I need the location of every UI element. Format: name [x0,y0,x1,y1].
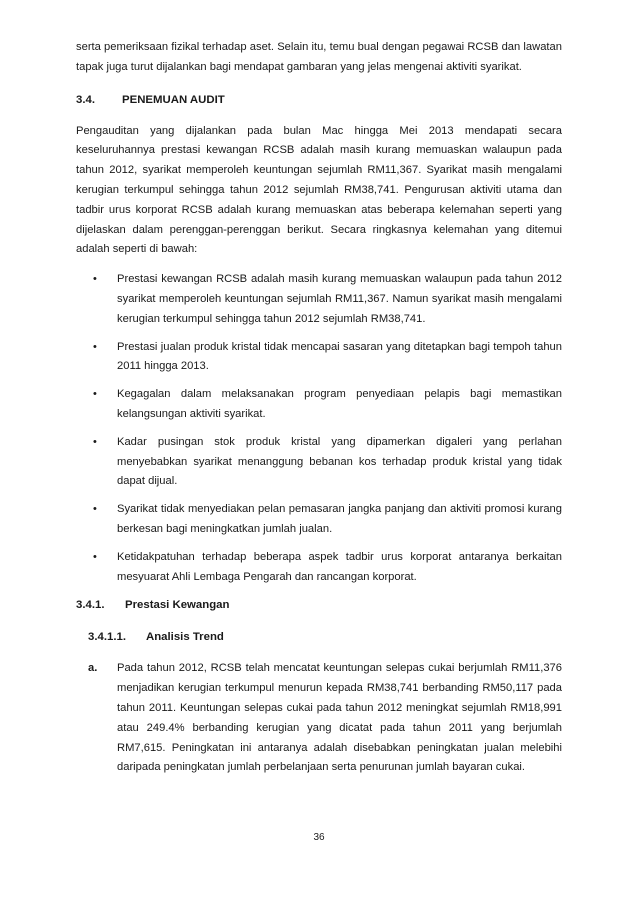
item-a-label: a. [88,662,98,675]
list-item: • Prestasi jualan produk kristal tidak mencapai sasaran yang ditetapkan bagi tempoh tahun 2011 hingga 2013. [76,338,562,378]
bullet-icon: • [93,388,97,401]
subsection-number: 3.4.1. [76,599,105,612]
item-a [76,659,562,778]
intro-paragraph: serta pemeriksaan fizikal terhadap aset. Selain itu, temu bual dengan pegawai RCSB dan lawatan tapak juga turut dijalankan bagi mendapat gambaran yang jelas mengenai aktiviti syarikat. [76,41,562,73]
bullet-icon: • [93,503,97,516]
list-item: • Kegagalan dalam melaksanakan program penyediaan pelapis bagi memastikan kelangsungan aktiviti syarikat. [76,385,562,425]
bullet-icon: • [93,550,97,563]
list-item: • Kadar pusingan stok produk kristal yang dipamerkan digaleri yang perlahan menyebabkan syarikat menanggung bebanan kos terhadap produk kristal yang tidak dapat dijual. [76,433,562,492]
bullet-icon: • [93,340,97,353]
bullet-icon: • [93,435,97,448]
subsection-title: Prestasi Kewangan [125,599,230,612]
findings-paragraph: Pengauditan yang dijalankan pada bulan Mac hingga Mei 2013 mendapati secara keseluruhannya prestasi kewangan RCSB adalah masih kurang memuaskan walaupun pada tahun 2012, syarikat memperoleh keuntungan sejumlah RM11,367. Syarikat masih mengalami kerugian terkumpul sehingga tahun 2012 sejumlah RM38,741. Pengurusan aktiviti utama dan tadbir urus korporat RCSB adalah kurang memuaskan atas beberapa kelemahan seperti yang dijelaskan dalam perenggan-perenggan berikut. Secara ringkasnya kelemahan yang ditemui adalah seperti di bawah: [76,124,562,256]
page-content [76,38,562,778]
subsubsection-number: 3.4.1.1. [88,631,126,644]
subsubsection-title: Analisis Trend [146,631,224,644]
list-item: • Syarikat tidak menyediakan pelan pemasaran jangka panjang dan aktiviti promosi kurang berkesan bagi meningkatkan jumlah jualan. [76,500,562,540]
bullet-icon: • [93,273,97,286]
section-number: 3.4. [76,93,95,106]
section-heading [76,90,562,110]
page-number: 36 [313,832,325,843]
section-title: PENEMUAN AUDIT [122,93,225,106]
list-item: • Prestasi kewangan RCSB adalah masih kurang memuaskan walaupun pada tahun 2012 syarikat memperoleh keuntungan sejumlah RM11,367. Namun syarikat masih mengalami kerugian terkumpul sehingga tahun 2012 sejumlah RM38,741. [76,270,562,329]
findings-list [76,270,562,587]
item-a-text: Pada tahun 2012, RCSB telah mencatat keuntungan selepas cukai berjumlah RM11,376 menjadikan kerugian terkumpul menurun kepada RM38,741 berbanding RM50,117 pada tahun 2011. Keuntungan selepas cukai pada tahun 2012 meningkat sejumlah RM18,991 atau 249.4% berbanding kerugian yang dicatat pada tahun 2011 yang berjumlah RM7,615. Peningkatan ini antaranya adalah disebabkan peningkatan jualan melebihi daripada peningkatan jumlah perbelanjaan serta penurunan jumlah bayaran cukai. [117,662,562,774]
subsection-heading [76,595,562,615]
list-item: • Ketidakpatuhan terhadap beberapa aspek tadbir urus korporat antaranya berkaitan mesyuarat Ahli Lembaga Pengarah dan rancangan korporat. [76,548,562,588]
subsubsection-heading [76,627,562,647]
